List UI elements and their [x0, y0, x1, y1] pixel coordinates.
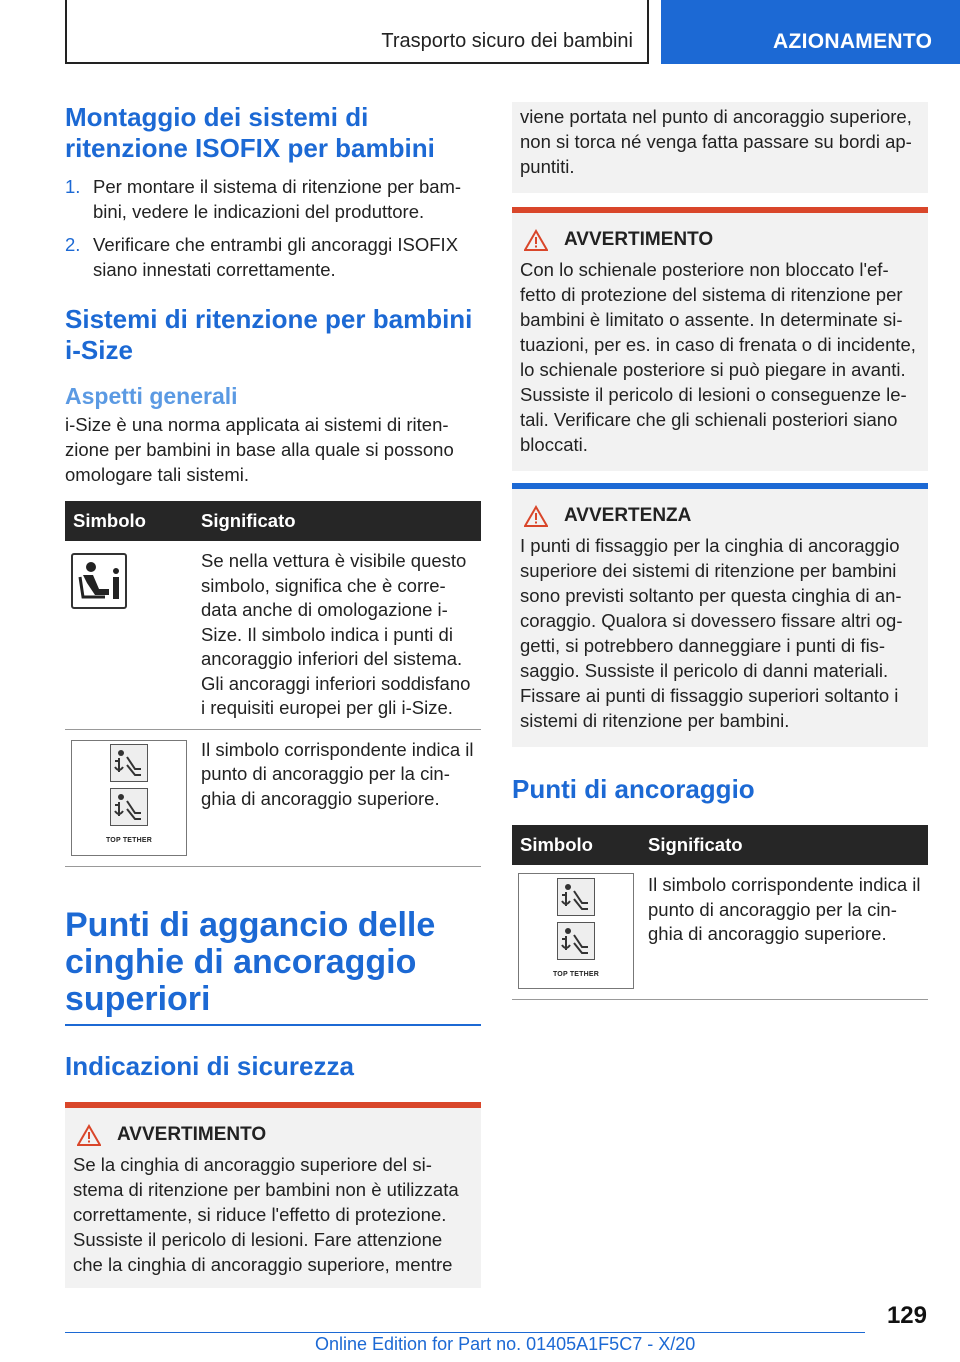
step-item — [65, 232, 481, 282]
notice-text: I punti di fissaggio per la cinghia di ancoraggio superiore dei sistemi di ritenzione per bambini sono previsti soltanto per questa cinghia di an-coraggio. Qualora si dovessero fissare altri og-getti, si potrebbero danneggiare i punti di fis-saggio. Sussiste il pericolo di danni materiali. Fissare ai punti di fissaggio superiori soltanto i sistemi di ritenzione per bambini. — [520, 535, 903, 731]
warning-title-row — [520, 229, 920, 251]
step-text: Per montare il sistema di ritenzione per bam-bini, vedere le indicazioni del produttore. — [93, 176, 462, 222]
table-row — [512, 865, 928, 1000]
table-row — [65, 541, 481, 729]
col-meaning-header: Significato — [640, 825, 928, 865]
table-header-row — [65, 501, 481, 541]
page-number: 129 — [886, 1302, 927, 1329]
chapter-title: AZIONAMENTO — [773, 30, 933, 53]
notice-title-row — [520, 505, 920, 527]
top-tether-label: TOP TETHER — [105, 837, 153, 845]
warning-text: Se la cinghia di ancoraggio superiore del si-stema di ritenzione per bambini non è utilizzata correttamente, si riduce l'effetto di protezione. Sussiste il pericolo di lesioni. Fare attenzione che la cinghia di ancoraggio superiore, mentre — [73, 1153, 459, 1275]
isize-symbol-table — [65, 501, 481, 867]
notice-title: AVVERTENZA — [564, 505, 692, 526]
chapter-tab — [661, 0, 960, 64]
isofix-steps — [65, 174, 481, 282]
chapter-heading: Punti di aggancio delle cinghie di ancoraggio superiori — [65, 907, 481, 1026]
footer-divider — [65, 1332, 865, 1333]
isofix-heading: Montaggio dei sistemi di ritenzione ISOFIX per bambini — [65, 102, 435, 163]
top-tether-label: TOP TETHER — [552, 970, 600, 978]
warning-box — [65, 1102, 481, 1288]
top-tether-icon — [518, 873, 634, 989]
section-title: Trasporto sicuro dei bambini — [381, 30, 633, 52]
col-symbol-header: Simbolo — [65, 501, 193, 541]
general-heading: Aspetti generali — [65, 383, 238, 409]
warning-continuation — [512, 102, 928, 193]
anchor-seat-icon — [110, 744, 148, 782]
safety-heading: Indicazioni di sicurezza — [65, 1050, 354, 1081]
anchor-seat-icon — [557, 878, 595, 916]
col-symbol-header: Simbolo — [512, 825, 640, 865]
page-header — [0, 0, 960, 66]
section-tab — [65, 0, 649, 64]
right-column — [512, 102, 928, 1000]
table-header-row — [512, 825, 928, 865]
anchor-seat-icon — [110, 788, 148, 826]
step-number: 2. — [65, 234, 81, 255]
anchor-heading: Punti di ancoraggio — [512, 774, 755, 804]
anchor-seat-icon — [557, 922, 595, 960]
notice-box — [512, 483, 928, 747]
symbol-cell — [65, 541, 193, 729]
warning-continuation-text: viene portata nel punto di ancoraggio superiore, non si torca né venga fatta passare su bordi ap-puntiti. — [520, 106, 912, 177]
warning-title: AVVERTIMENTO — [564, 229, 714, 250]
anchor-symbol-table — [512, 825, 928, 1000]
meaning-cell: Il simbolo corrispondente indica il punto di ancoraggio per la cin-ghia di ancoraggio superiore. — [193, 729, 481, 866]
isize-heading: Sistemi di ritenzione per bambini i-Size — [65, 304, 473, 365]
warning-title-row — [73, 1124, 473, 1146]
warning-text: Con lo schienale posteriore non bloccato l'ef-fetto di protezione del sistema di ritenzione per bambini è limitato o assente. In determinate si-tuazioni, per es. in caso di frenata o di incidente, lo schienale posteriore si può piegare in avanti. Sussiste il pericolo di lesioni o conseguenze le-tali. Verificare che gli schienali posteriori siano bloccati. — [520, 259, 916, 455]
top-tether-icon — [71, 740, 187, 856]
meaning-cell: Il simbolo corrispondente indica il punto di ancoraggio per la cin-ghia di ancoraggio superiore. — [640, 865, 928, 1000]
isofix-isize-icon — [71, 553, 127, 609]
symbol-cell — [65, 729, 193, 866]
warning-triangle-icon — [77, 1124, 101, 1146]
step-text: Verificare che entrambi gli ancoraggi ISOFIX siano innestati correttamente. — [93, 234, 459, 280]
meaning-cell: Se nella vettura è visibile questo simbolo, significa che è corre-data anche di omologazione i-Size. Il simbolo indica i punti di ancoraggio inferiori del sistema. Gli ancoraggi inferiori soddisfano i requisiti europei per gli i-Size. — [193, 541, 481, 729]
general-text: i-Size è una norma applicata ai sistemi di riten-zione per bambini in base alla quale si possono omologare tali sistemi. — [65, 414, 454, 485]
step-item — [65, 174, 481, 224]
warning-box — [512, 207, 928, 471]
step-number: 1. — [65, 176, 81, 197]
symbol-cell — [512, 865, 640, 1000]
left-column — [65, 102, 481, 1288]
warning-triangle-icon — [524, 505, 548, 527]
warning-title: AVVERTIMENTO — [117, 1123, 267, 1145]
table-row — [65, 729, 481, 866]
warning-triangle-icon — [524, 229, 548, 251]
col-meaning-header: Significato — [193, 501, 481, 541]
edition-link[interactable]: Online Edition for Part no. 01405A1F5C7 - X/20 — [315, 1334, 696, 1354]
